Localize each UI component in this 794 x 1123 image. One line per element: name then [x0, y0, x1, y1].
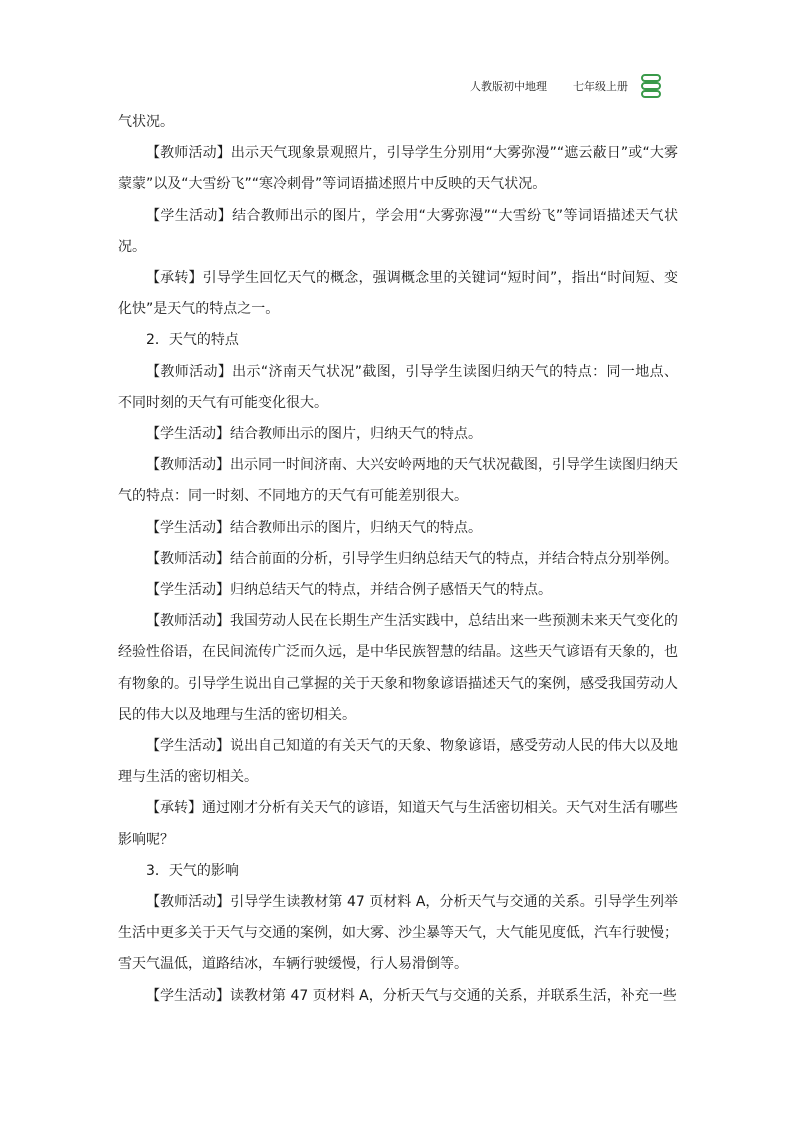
- page-header: [470, 74, 662, 98]
- body-paragraph: 【学生活动】结合教师出示的图片，归纳天气的特点。: [146, 519, 482, 536]
- body-paragraph: 【教师活动】出示同一时间济南、大兴安岭两地的天气状况截图，引导学生读图归纳天气的特点：同一时刻、不同地方的天气有可能差别很大。: [118, 457, 678, 505]
- body-paragraph: 【教师活动】我国劳动人民在长期生产生活实践中，总结出来一些预测未来天气变化的经验性俗语，在民间流传广泛而久远，是中华民族智慧的结晶。这些天气谚语有天象的，也有物象的。引导学生说出自己掌握的关于天象和物象谚语描述天气的案例，感受我国劳动人民的伟大以及地理与生活的密切相关。: [118, 613, 678, 723]
- section-heading: 2．天气的特点: [146, 332, 239, 349]
- edition-label: 人教版初中地理: [470, 80, 547, 93]
- body-paragraph: 【学生活动】说出自己知道的有关天气的天象、物象谚语，感受劳动人民的伟大以及地理与生活的密切相关。: [118, 738, 678, 786]
- body-paragraph: 【教师活动】出示天气现象景观照片，引导学生分别用“大雾弥漫”“遮云蔽日”或“大雾蒙蒙”以及“大雪纷飞”“寒冷刺骨”等词语描述照片中反映的天气状况。: [118, 145, 678, 193]
- body-paragraph: 【承转】通过刚才分析有关天气的谚语，知道天气与生活密切相关。天气对生活有哪些影响呢？: [118, 800, 678, 848]
- body-paragraph: 【教师活动】结合前面的分析，引导学生归纳总结天气的特点，并结合特点分别举例。: [146, 550, 678, 567]
- grade-label: 七年级上册: [573, 80, 628, 93]
- body-paragraph: 【承转】引导学生回忆天气的概念，强调概念里的关键词“短时间”，指出“时间短、变化快”是天气的特点之一。: [118, 270, 678, 318]
- body-paragraph: 【教师活动】引导学生读教材第 47 页材料 A，分析天气与交通的关系。引导学生列举生活中更多关于天气与交通的案例，如大雾、沙尘暴等天气，大气能见度低，汽车行驶慢；雪天气温低，道路结冰，车辆行驶缓慢，行人易滑倒等。: [118, 894, 678, 973]
- section-heading: 3．天气的影响: [146, 862, 239, 879]
- body-paragraph: 【学生活动】归纳总结天气的特点，并结合例子感悟天气的特点。: [146, 582, 552, 599]
- body-paragraph: 【教师活动】出示“济南天气状况”截图，引导学生读图归纳天气的特点：同一地点、不同时刻的天气有可能变化很大。: [118, 363, 678, 411]
- book-logo-icon: [640, 74, 662, 98]
- document-body: [118, 107, 678, 1012]
- body-paragraph: 【学生活动】结合教师出示的图片，学会用“大雾弥漫”“大雪纷飞”等词语描述天气状况。: [118, 207, 678, 255]
- body-paragraph: 【学生活动】读教材第 47 页材料 A，分析天气与交通的关系，并联系生活，补充一些: [146, 987, 677, 1004]
- body-paragraph: 【学生活动】结合教师出示的图片，归纳天气的特点。: [146, 426, 482, 443]
- body-paragraph: 气状况。: [118, 114, 174, 130]
